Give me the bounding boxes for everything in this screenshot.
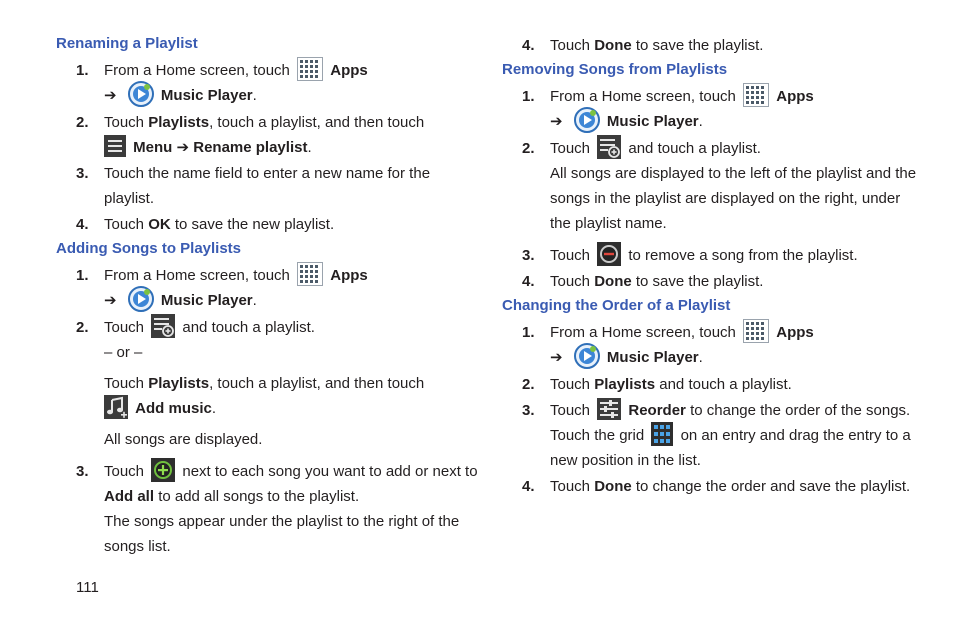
text-segment: to save the new playlist. [174, 216, 335, 234]
text-segment: From a Home screen, touch [104, 62, 290, 79]
or-separator: – or – [104, 344, 143, 362]
remove-circle-icon [597, 242, 621, 266]
rename-step-4 [56, 212, 466, 237]
text-segment: All songs are displayed. [104, 431, 263, 449]
text-segment: . [252, 87, 257, 105]
text-segment: 2. [522, 140, 535, 158]
text-segment: Touch [550, 273, 591, 291]
apps-grid-icon [743, 83, 769, 107]
text-segment: . [252, 292, 257, 310]
text-segment: next to each song you want to add or next to [182, 463, 478, 481]
text-segment: Apps [330, 267, 368, 285]
music-player-icon [128, 81, 154, 107]
drag-grid-icon [651, 422, 673, 446]
rename-step-1 [56, 58, 466, 109]
text-segment: Apps [776, 88, 814, 105]
removing-step-2 [502, 136, 922, 236]
text-segment: Touch [104, 463, 145, 481]
removing-step-1 [502, 84, 922, 135]
text-segment: . [698, 349, 703, 367]
text-segment: 1. [76, 62, 89, 79]
text-segment: Add all [104, 488, 155, 506]
left-column [56, 33, 478, 560]
text-segment: 3. [76, 165, 89, 183]
text-segment: 3. [522, 402, 535, 420]
text-segment: Touch the name field to enter a new name for the [104, 165, 431, 183]
adding-step-3 [56, 459, 478, 559]
text-segment: 4. [76, 216, 89, 234]
heading-adding-songs: Adding Songs to Playlists [56, 240, 242, 258]
rename-step-3 [56, 161, 466, 211]
adding-step-1 [56, 263, 466, 314]
text-segment: to remove a song from the playlist. [628, 247, 858, 265]
text-segment: songs list. [104, 538, 171, 556]
text-segment: 4. [522, 273, 535, 291]
text-segment: Apps [330, 62, 368, 79]
text-segment: Touch the grid [550, 427, 645, 445]
text-segment: Playlists [148, 114, 210, 132]
rename-step-4-done [502, 33, 922, 58]
text-segment: Playlists [594, 376, 656, 394]
text-segment: 4. [522, 478, 535, 496]
order-step-3 [502, 398, 922, 473]
music-player-icon [574, 343, 600, 369]
text-segment: Done [594, 37, 632, 54]
heading-changing-order: Changing the Order of a Playlist [502, 297, 731, 315]
text-segment: Music Player [606, 113, 699, 131]
text-segment: the playlist name. [550, 215, 667, 233]
right-column [502, 33, 922, 500]
text-segment: to save the playlist. [635, 37, 764, 54]
text-segment: Reorder [628, 402, 686, 420]
text-segment: and touch a playlist. [659, 376, 792, 394]
order-step-2 [502, 372, 922, 397]
text-segment: , touch a playlist, and then touch [209, 375, 425, 393]
text-segment: All songs are displayed to the left of the playlist and the [550, 165, 917, 183]
text-segment: 2. [76, 319, 89, 337]
music-player-icon [574, 107, 600, 133]
apps-grid-icon [297, 57, 323, 81]
text-segment: Music Player [606, 349, 699, 367]
arrow: ➔ [104, 292, 117, 310]
text-segment: songs in the playlist are displayed on the right, under [550, 190, 901, 208]
text-segment: Playlists [148, 375, 210, 393]
text-segment: to save the playlist. [635, 273, 764, 291]
removing-step-3 [502, 243, 922, 268]
text-segment: OK [148, 216, 171, 234]
text-segment: 1. [76, 267, 89, 285]
text-segment: playlist. [104, 190, 155, 208]
apps-grid-icon [297, 262, 323, 286]
text-segment: 1. [522, 88, 535, 105]
order-step-1 [502, 320, 922, 371]
text-segment: Touch [550, 478, 591, 496]
heading-renaming-playlist: Renaming a Playlist [56, 35, 198, 52]
text-segment: . [211, 400, 217, 418]
text-segment: . [307, 139, 312, 157]
removing-step-4 [502, 269, 922, 294]
text-segment: and touch a playlist. [182, 319, 315, 337]
text-segment: to change the order of the songs. [690, 402, 911, 420]
menu-icon [104, 135, 126, 157]
order-step-4 [502, 474, 922, 499]
text-segment: 4. [522, 37, 535, 54]
page-number: 111 [76, 579, 99, 596]
add-music-icon [104, 395, 128, 419]
apps-grid-icon [743, 319, 769, 343]
text-segment: Music Player [160, 292, 253, 310]
text-segment: Music Player [160, 87, 253, 105]
text-segment: 3. [76, 463, 89, 481]
reorder-icon [597, 398, 621, 420]
text-segment: and touch a playlist. [628, 140, 761, 158]
heading-removing-songs: Removing Songs from Playlists [502, 61, 728, 78]
text-segment: Touch [104, 216, 145, 234]
text-segment: to change the order and save the playlist. [635, 478, 911, 496]
arrow: ➔ [550, 349, 563, 367]
text-segment: Touch [550, 376, 591, 394]
text-segment: Touch [550, 247, 591, 265]
arrow: ➔ [104, 87, 117, 105]
text-segment: Add music [135, 400, 212, 418]
text-segment: 3. [522, 247, 535, 265]
text-segment: Touch [104, 375, 145, 393]
rename-step-2 [56, 110, 466, 160]
music-player-icon [128, 286, 154, 312]
arrow: ➔ [550, 113, 563, 131]
text-segment: Touch [550, 37, 591, 54]
text-segment: 2. [522, 376, 535, 394]
text-segment: 2. [76, 114, 89, 132]
text-segment: Done [594, 478, 632, 496]
text-segment: From a Home screen, touch [104, 267, 290, 285]
text-segment: on an entry and drag the entry to a [680, 427, 911, 445]
text-segment: Touch [550, 402, 591, 420]
text-segment: new position in the list. [550, 452, 701, 470]
text-segment: Done [594, 273, 632, 291]
text-segment: From a Home screen, touch [550, 88, 736, 105]
text-segment: From a Home screen, touch [550, 324, 736, 342]
text-segment: . [698, 113, 703, 131]
text-segment: 1. [522, 324, 535, 342]
add-to-playlist-icon [597, 135, 621, 159]
add-circle-icon [151, 458, 175, 482]
text-segment: Touch [104, 114, 145, 132]
text-segment: to add all songs to the playlist. [158, 488, 360, 506]
adding-step-2 [56, 315, 466, 452]
text-segment: , touch a playlist, and then touch [209, 114, 425, 132]
text-segment: Touch [550, 140, 591, 158]
text-segment: The songs appear under the playlist to the right of the [104, 513, 460, 531]
add-to-playlist-icon [151, 314, 175, 338]
text-segment: Menu ➔ Rename playlist [133, 139, 308, 157]
text-segment: Touch [104, 319, 145, 337]
text-segment: Apps [776, 324, 814, 342]
